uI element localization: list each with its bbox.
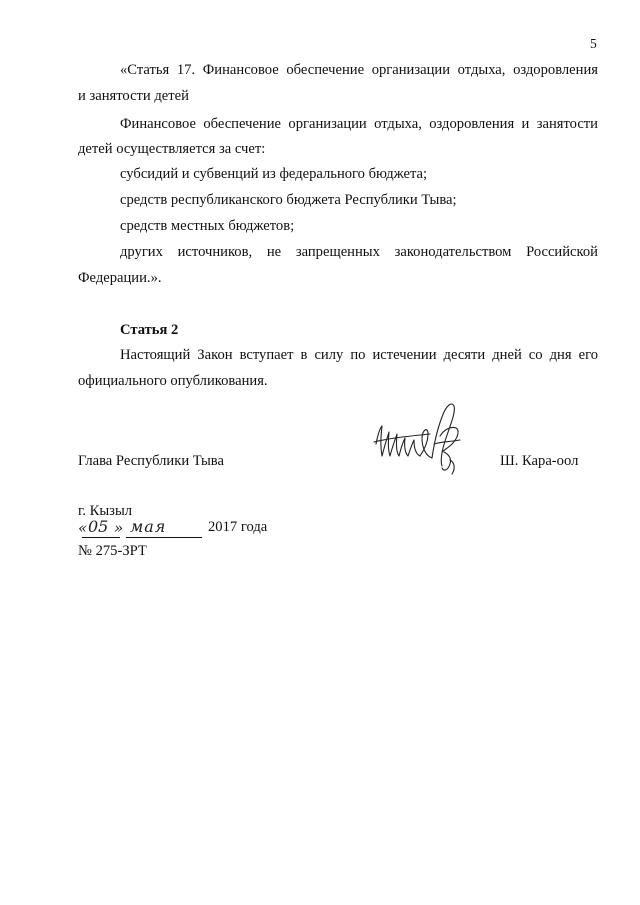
handwritten-signature — [370, 398, 470, 478]
article-2-paragraph-line1: Настоящий Закон вступает в силу по истечении десяти дней со дня его — [120, 347, 598, 363]
date-close-quote: » — [114, 519, 124, 537]
article-2-heading: Статья 2 — [120, 322, 179, 338]
article-17-heading-line1: «Статья 17. Финансовое обеспечение организации отдыха, оздоровления — [120, 62, 598, 78]
month-underline — [126, 537, 202, 538]
article-2-paragraph-line2: официального опубликования. — [78, 373, 268, 389]
article-17-heading-line2: и занятости детей — [78, 88, 189, 104]
article-17-paragraph-line2: детей осуществляется за счет: — [78, 141, 266, 157]
funding-source-last-line1: других источников, не запрещенных законодательством Российской — [120, 244, 598, 260]
handwritten-month: мая — [130, 517, 167, 536]
adoption-date — [78, 519, 278, 541]
article-17-paragraph-line1: Финансовое обеспечение организации отдыха, оздоровления и занятости — [120, 116, 598, 132]
funding-source-last-line2: Федерации.». — [78, 270, 162, 286]
signatory-name: Ш. Кара-оол — [500, 453, 579, 469]
funding-source-item: средств местных бюджетов; — [120, 218, 295, 234]
funding-source-item: субсидий и субвенций из федерального бюджета; — [120, 166, 428, 182]
date-open-quote: « — [78, 519, 88, 537]
handwritten-day: 05 — [88, 517, 109, 536]
day-underline — [82, 537, 120, 538]
funding-source-item: средств республиканского бюджета Республики Тыва; — [120, 192, 457, 208]
page-number: 5 — [590, 36, 597, 51]
date-year: 2017 года — [208, 519, 268, 535]
signatory-title: Глава Республики Тыва — [78, 453, 224, 469]
law-number: № 275-ЗРТ — [78, 543, 147, 559]
city: г. Кызыл — [78, 503, 133, 519]
